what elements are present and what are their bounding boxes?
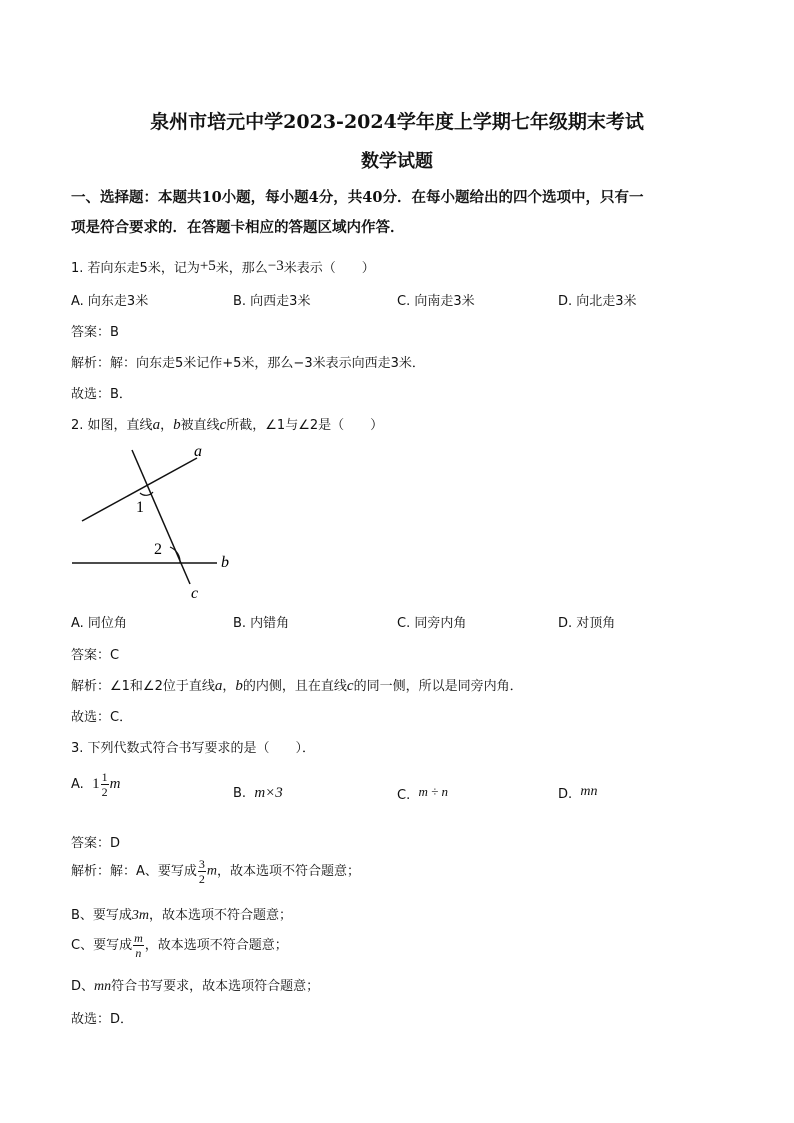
math-minus3: −3 bbox=[267, 258, 284, 274]
analysis bbox=[71, 675, 523, 695]
analysis-b bbox=[71, 904, 292, 924]
option-b bbox=[233, 785, 283, 802]
math-expr: 3m bbox=[131, 908, 150, 923]
question-text: 若向东走5米，记为 bbox=[87, 261, 200, 276]
denominator: 2 bbox=[198, 872, 205, 886]
question-number: 2. bbox=[71, 418, 84, 433]
answer: 答案：C bbox=[71, 648, 120, 663]
analysis-text: ，故本选项不符合题意； bbox=[217, 864, 361, 879]
question-text: 下列代数式符合书写要求的是（ ）． bbox=[87, 741, 316, 756]
math-expr: m×3 bbox=[254, 785, 283, 801]
option-label: C. bbox=[397, 788, 411, 803]
analysis-text: 的内侧，且在直线 bbox=[242, 679, 347, 694]
conclusion: 故选：C． bbox=[71, 710, 133, 725]
option-b: B. 向西走3米 bbox=[233, 294, 311, 309]
fraction-three-halves bbox=[198, 858, 206, 885]
analysis-a bbox=[71, 858, 360, 885]
option-label: D. bbox=[558, 787, 573, 802]
question-text: 被直线 bbox=[180, 418, 220, 433]
var-c: c bbox=[219, 417, 227, 433]
angle-2-arc bbox=[170, 547, 180, 563]
label-b: b bbox=[221, 554, 229, 571]
option-a: A. 同位角 bbox=[71, 616, 127, 631]
analysis-text: C、要写成 bbox=[71, 938, 133, 953]
numerator: 1 bbox=[101, 770, 108, 784]
question-2 bbox=[71, 414, 383, 434]
var-b: b bbox=[173, 417, 181, 433]
section-heading-line1: 一、选择题：本题共10小题，每小题4分，共40分．在每小题给出的四个选项中，只有一 bbox=[71, 189, 644, 206]
question-1 bbox=[71, 257, 375, 276]
math-expr: mn bbox=[580, 784, 598, 799]
question-3 bbox=[71, 737, 315, 756]
line-c bbox=[132, 450, 190, 584]
section-heading-line2: 项是符合要求的．在答题卡相应的答题区域内作答． bbox=[71, 219, 405, 236]
denominator: 2 bbox=[101, 785, 108, 799]
analysis-text: 解析：∠1和∠2位于直线 bbox=[71, 679, 215, 694]
label-a: a bbox=[194, 443, 202, 460]
var-b: b bbox=[235, 678, 243, 694]
mixed-whole: 1 bbox=[92, 776, 100, 792]
option-d: D. 对顶角 bbox=[558, 616, 616, 631]
analysis: 解析：解：向东走5米记作+5米，那么−3米表示向西走3米． bbox=[71, 356, 425, 371]
var-m: m bbox=[109, 776, 121, 792]
denominator: n bbox=[135, 946, 142, 960]
var-m: m bbox=[206, 863, 218, 879]
question-text: 如图，直线 bbox=[87, 418, 153, 433]
question-text: 米表示（ ） bbox=[283, 261, 375, 276]
math-plus5: +5 bbox=[199, 258, 216, 274]
fraction-m-over-n bbox=[133, 932, 144, 959]
analysis-text: 的同一侧，所以是同旁内角． bbox=[353, 679, 523, 694]
option-c: C. 同旁内角 bbox=[397, 616, 467, 631]
var-a: a bbox=[152, 417, 161, 433]
lines-figure bbox=[60, 438, 250, 608]
answer: 答案：D bbox=[71, 836, 121, 851]
option-c: C. 向南走3米 bbox=[397, 294, 475, 309]
math-expr: m ÷ n bbox=[418, 784, 449, 799]
option-label: A. bbox=[71, 777, 84, 792]
option-c bbox=[397, 784, 448, 803]
conclusion: 故选：D． bbox=[71, 1012, 134, 1027]
comma: ， bbox=[160, 418, 174, 433]
option-d: D. 向北走3米 bbox=[558, 294, 637, 309]
analysis-text: D、 bbox=[71, 979, 95, 994]
answer: 答案：B bbox=[71, 325, 119, 340]
option-b: B. 内错角 bbox=[233, 616, 290, 631]
var-c: c bbox=[346, 678, 354, 694]
numerator: m bbox=[134, 931, 143, 945]
analysis-text: ，故本选项不符合题意； bbox=[149, 908, 293, 923]
question-text: 米，那么 bbox=[215, 261, 268, 276]
question-number: 1. bbox=[71, 261, 84, 276]
fraction-one-half bbox=[101, 771, 109, 798]
option-a: A. 向东走3米 bbox=[71, 294, 149, 309]
math-expr: mn bbox=[94, 979, 112, 994]
numerator: 3 bbox=[198, 857, 205, 871]
analysis-text: B、要写成 bbox=[71, 908, 132, 923]
analysis-text: 符合书写要求，故本选项符合题意； bbox=[111, 979, 320, 994]
option-label: B. bbox=[233, 786, 247, 801]
question-number: 3. bbox=[71, 741, 84, 756]
option-d bbox=[558, 784, 598, 802]
angle-2-label: 2 bbox=[154, 541, 162, 558]
analysis-c bbox=[71, 932, 288, 959]
analysis-text: ，故本选项不符合题意； bbox=[144, 938, 288, 953]
angle-1-label: 1 bbox=[136, 499, 144, 516]
analysis-text: 解析：解：A、要写成 bbox=[71, 864, 197, 879]
page-title: 泉州市培元中学2023-2024学年度上学期七年级期末考试 bbox=[150, 111, 644, 133]
question-text: 所截，∠1与∠2是（ ） bbox=[226, 418, 384, 433]
page-subtitle: 数学试题 bbox=[361, 151, 433, 172]
comma: ， bbox=[222, 679, 236, 694]
analysis-d bbox=[71, 975, 319, 995]
option-a bbox=[71, 771, 120, 798]
label-c: c bbox=[191, 585, 199, 602]
conclusion: 故选：B． bbox=[71, 387, 132, 402]
var-a: a bbox=[214, 678, 223, 694]
